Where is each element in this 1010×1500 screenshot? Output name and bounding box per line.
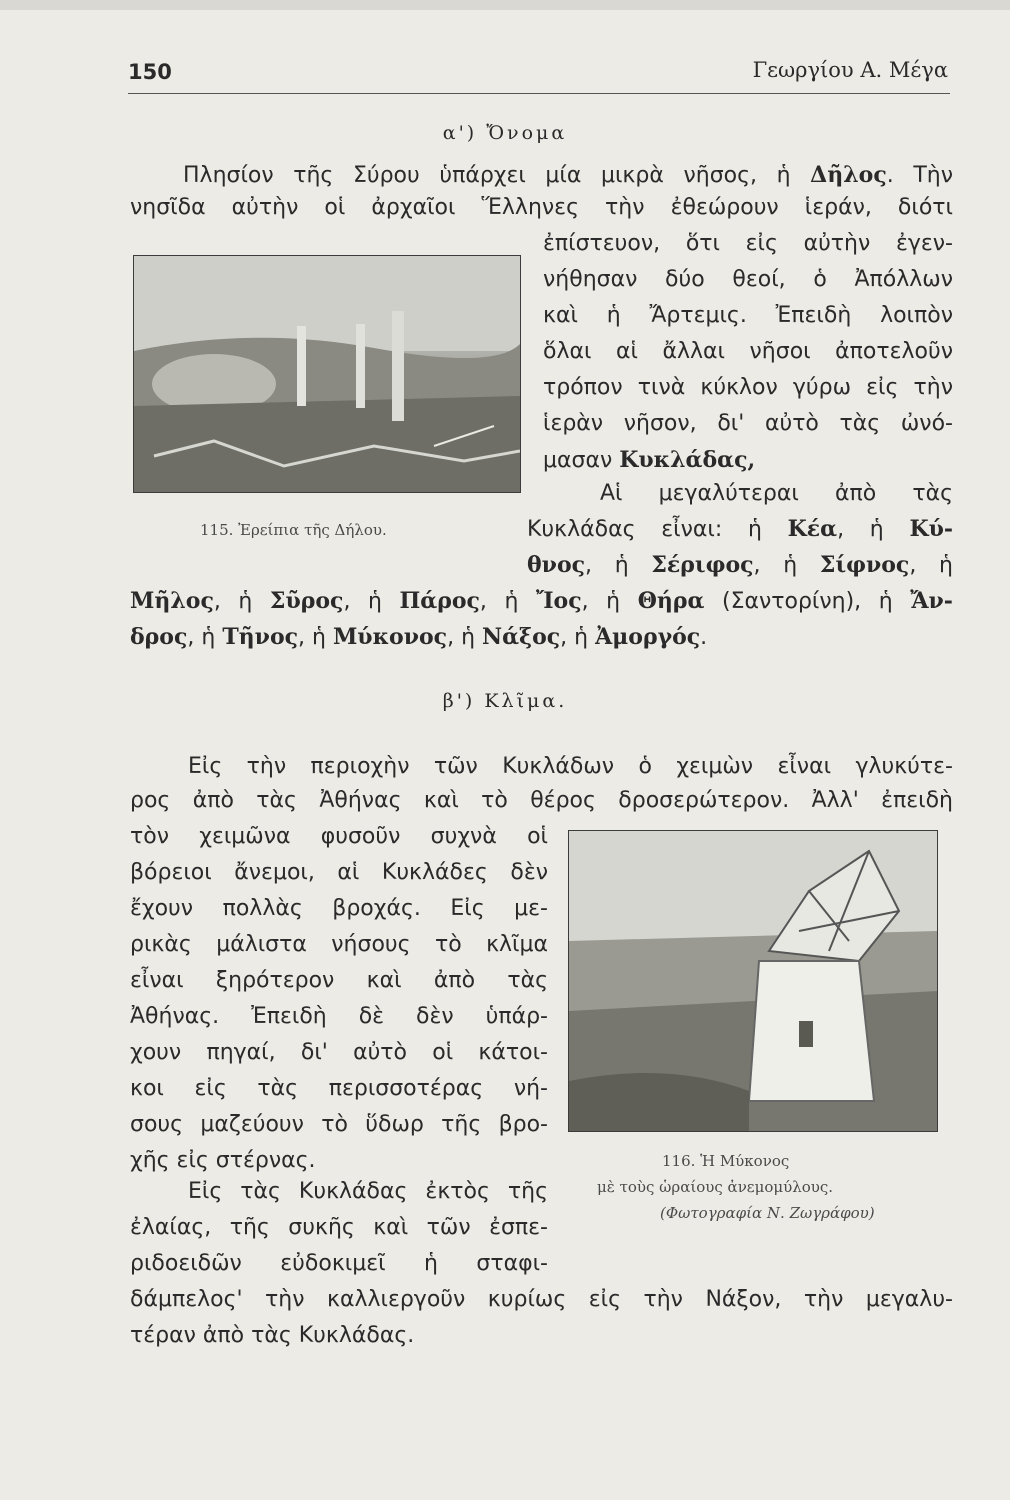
paragraph-line: Ἀθήνας. Ἐπειδὴ δὲ δὲν ὑπάρ- bbox=[130, 1004, 548, 1029]
scan-edge bbox=[0, 0, 1010, 10]
figure-116-caption-title: 116. Ἡ Μύκονος bbox=[662, 1152, 790, 1170]
section-title-klima: β') Κλῖμα. bbox=[442, 690, 568, 712]
figure-116-photo-credit: (Φωτογραφία Ν. Ζωγράφου) bbox=[660, 1204, 875, 1222]
paragraph-line: κοι εἰς τὰς περισσοτέρας νή- bbox=[130, 1076, 548, 1101]
paragraph-line: Μῆλος, ἡ Σῦρος, ἡ Πάρος, ἡ Ἴος, ἡ Θήρα (Σαντορίνη), ἡ Ἄν- bbox=[130, 588, 953, 614]
paragraph-line: Πλησίον τῆς Σύρου ὑπάρχει μία μικρὰ νῆσος, ἡ Δῆλος. Τὴν bbox=[183, 162, 953, 188]
ruins-illustration bbox=[134, 256, 520, 492]
paragraph-line: ἱερὰν νῆσον, δι' αὐτὸ τὰς ὠνό- bbox=[543, 411, 953, 436]
figure-delos-ruins-photo bbox=[133, 255, 521, 493]
running-head: Γεωργίου Α. Μέγα bbox=[752, 58, 948, 82]
paragraph-line: θνος, ἡ Σέριφος, ἡ Σίφνος, ἡ bbox=[527, 552, 953, 578]
paragraph-line: ἐπίστευον, ὅτι εἰς αὐτὴν ἐγεν- bbox=[543, 231, 953, 256]
paragraph-line: σους μαζεύουν τὸ ὕδωρ τῆς βρο- bbox=[130, 1112, 548, 1137]
paragraph-line: τρόπον τινὰ κύκλον γύρω εἰς τὴν bbox=[543, 375, 953, 400]
paragraph-line: Εἰς τὰς Κυκλάδας ἐκτὸς τῆς bbox=[188, 1179, 548, 1204]
page-number: 150 bbox=[128, 60, 172, 84]
paragraph-line: δρος, ἡ Τῆνος, ἡ Μύκονος, ἡ Νάξος, ἡ Ἀμοργός. bbox=[130, 624, 708, 650]
paragraph-line: ρος ἀπὸ τὰς Ἀθήνας καὶ τὸ θέρος δροσερώτερον. Ἀλλ' ἐπειδὴ bbox=[130, 788, 953, 813]
figure-116-caption-subtitle: μὲ τοὺς ὡραίους ἀνεμομύλους. bbox=[597, 1178, 834, 1196]
paragraph-line: ἐλαίας, τῆς συκῆς καὶ τῶν ἐσπε- bbox=[130, 1215, 548, 1240]
section-title-onoma: α') Ὄνομα bbox=[442, 122, 568, 144]
paragraph-line: δάμπελος' τὴν καλλιεργοῦν κυρίως εἰς τὴν Νάξον, τὴν μεγαλυ- bbox=[130, 1287, 953, 1312]
header-rule bbox=[128, 93, 950, 94]
paragraph-line: καὶ ἡ Ἄρτεμις. Ἐπειδὴ λοιπὸν bbox=[543, 303, 953, 328]
paragraph-line: ρικὰς μάλιστα νήσους τὸ κλῖμα bbox=[130, 932, 548, 957]
paragraph-line: χῆς εἰς στέρνας. bbox=[130, 1148, 316, 1173]
paragraph-line: τὸν χειμῶνα φυσοῦν συχνὰ οἱ bbox=[130, 824, 548, 849]
paragraph-line: εἶναι ξηρότερον καὶ ἀπὸ τὰς bbox=[130, 968, 548, 993]
paragraph-line: Εἰς τὴν περιοχὴν τῶν Κυκλάδων ὁ χειμὼν εἶναι γλυκύτε- bbox=[188, 754, 953, 779]
paragraph-line: ριδοειδῶν εὐδοκιμεῖ ἡ σταφι- bbox=[130, 1251, 548, 1276]
paragraph-line: ὅλαι αἱ ἄλλαι νῆσοι ἀποτελοῦν bbox=[543, 339, 953, 364]
paragraph-line: ἔχουν πολλὰς βροχάς. Εἰς με- bbox=[130, 896, 548, 921]
paragraph-line: Αἱ μεγαλύτεραι ἀπὸ τὰς bbox=[600, 481, 953, 506]
paragraph-line: μασαν Κυκλάδας, bbox=[543, 447, 756, 473]
paragraph-line: νησῖδα αὐτὴν οἱ ἀρχαῖοι Ἕλληνες τὴν ἐθεώρουν ἱεράν, διότι bbox=[130, 195, 953, 220]
paragraph-line: βόρειοι ἄνεμοι, αἱ Κυκλάδες δὲν bbox=[130, 860, 548, 885]
figure-115-caption: 115. Ἐρείπια τῆς Δήλου. bbox=[200, 521, 387, 539]
paragraph-line: Κυκλάδας εἶναι: ἡ Κέα, ἡ Κύ- bbox=[527, 516, 953, 542]
paragraph-line: νήθησαν δύο θεοί, ὁ Ἀπόλλων bbox=[543, 267, 953, 292]
windmill-illustration bbox=[569, 831, 937, 1131]
paragraph-line: τέραν ἀπὸ τὰς Κυκλάδας. bbox=[130, 1323, 415, 1348]
figure-mykonos-windmills-photo bbox=[568, 830, 938, 1132]
paragraph-line: χουν πηγαί, δι' αὐτὸ οἱ κάτοι- bbox=[130, 1040, 548, 1065]
